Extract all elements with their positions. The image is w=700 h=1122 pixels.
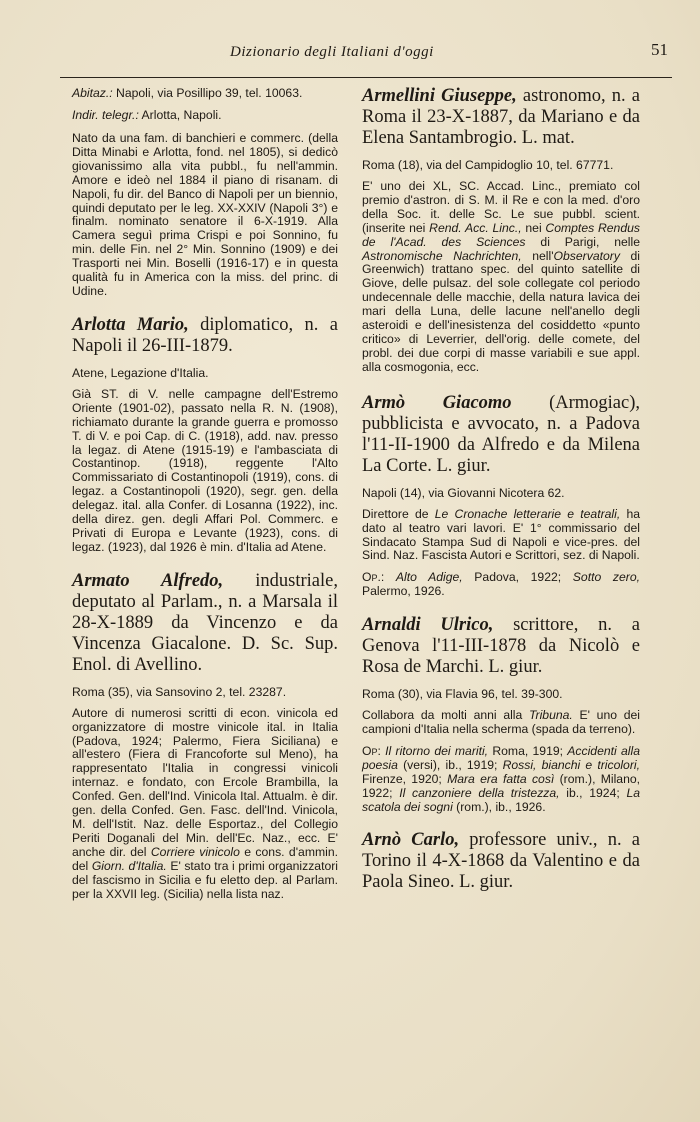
entry-heading-rest: industriale, deputato al Parlam., n. a Marsala il 28-X-1889 da Vincenzo e da Vincenza Giacalone. D. Sc. Sup. Enol. di Avellino. xyxy=(72,570,338,675)
entry-heading xyxy=(72,571,338,676)
works-label: Op: xyxy=(362,743,381,758)
left-column xyxy=(72,86,338,915)
works-text: Firenze, 1920; xyxy=(362,771,448,786)
work-title: Rossi, bianchi e tricolori, xyxy=(502,757,640,772)
entry-heading-rest: diplomatico, n. a Napoli il 26-III-1879. xyxy=(72,314,338,356)
body-text: Collabora da molti anni alla xyxy=(362,708,529,723)
body-italic: Le Cronache letterarie e teatrali, xyxy=(434,506,621,521)
body-text: e cons. d'ammin. del xyxy=(72,844,338,873)
work-title: Il canzoniere della tristezza, xyxy=(399,785,560,800)
body-italic: Observatory xyxy=(553,248,620,263)
body-text: E' uno dei XL, SC. Accad. Linc., premiato col premio d'astron. di S. M. il Re e con la med. d'oro della Soc. it. delle Sc. Le sue pubbl. scient. (inserite nei xyxy=(362,179,640,235)
works-text: (rom.), ib., 1926. xyxy=(452,799,546,814)
entry-name: Armato Alfredo, xyxy=(72,570,224,591)
body-italic: Corriere vinicolo xyxy=(150,844,240,859)
entry-address: Roma (35), via Sansovino 2, tel. 23287. xyxy=(72,684,287,699)
work-title: Mara era fatta così xyxy=(447,771,555,786)
indir-text: Arlotta, Napoli. xyxy=(138,108,222,122)
entry-address xyxy=(72,86,338,100)
entry-works xyxy=(362,571,640,599)
works-text: Roma, 1919; xyxy=(488,743,568,758)
body-text: Autore di numerosi scritti di econ. vinicola ed organizzatore di mostre vinicole ital. in Italia (Padova, 1924; Palermo, Fiera Siciliana) e all'estero (Fiera di Francoforte sul Meno), ha rappresentato l'Italia in congressi vinicoli internaz. e fondato, con Ercole Brambilla, la Confed. Gen. dell'Ind. Vinicola Ital. Attualm. è dir. gen. della Confed. Gen. Fasc. dell'Ind. Vinicola, M. dell'Istit. Naz. delle Esportaz., del Collegio Periti Doganali del Min. dell'Ec. Naz., ecc. E' anche dir. del xyxy=(72,705,338,859)
body-italic: Tribuna. xyxy=(529,708,573,723)
entry-arlotta-mario xyxy=(72,315,338,555)
work-title: Il ritorno dei mariti, xyxy=(385,743,489,758)
entry-body xyxy=(72,707,338,902)
body-text: di Parigi, nelle xyxy=(525,234,640,249)
entry-address: Roma (18), via del Campidoglio 10, tel. 67771. xyxy=(362,158,614,172)
works-text: Palermo, 1926. xyxy=(362,584,445,599)
indir-label: Indir. telegr.: xyxy=(72,108,139,122)
entry-heading xyxy=(362,615,640,678)
body-text: nei xyxy=(521,220,546,235)
entry-address: Atene, Legazione d'Italia. xyxy=(72,365,209,380)
entry-heading-rest: astronomo, n. a Roma il 23-X-1887, da Mariano e da Elena Santambrogio. L. mat. xyxy=(362,86,641,148)
entry-armo-giacomo xyxy=(362,393,640,599)
page-number: 51 xyxy=(651,40,668,59)
body-italic: Rend. Acc. Linc., xyxy=(429,220,522,235)
entry-armellini-giuseppe xyxy=(362,86,640,375)
entry-arlotta-continued xyxy=(72,86,338,299)
works-label: Op.: xyxy=(362,570,385,585)
work-title: Sotto zero, xyxy=(572,570,640,585)
entry-body: Già ST. di V. nelle campagne dell'Estremo Oriente (1901-02), passato nella R. N. (1908), richiamato durante la grande guerra e promosso T. di V. e poi Cap. di C. (1918), add. nav. presso la legaz. di Atene (1915-19) e l'ambasciata di Costantinop. (1918), reggente l'Alto Commissariato di Costantinopoli (1919), cons. di legaz. a Costantinopoli (1920), segr. gen. della delegaz. ital. alla Confer. di Losanna (1922), inc. della direz. gen. degli Affari Pol. Commerc. e Privati di Europa e Levante (1923), cons. di legaz. (1923), dal 1926 è min. d'Italia ad Atene. xyxy=(72,386,338,554)
entry-armato-alfredo xyxy=(72,571,338,902)
body-text: nell' xyxy=(521,248,554,263)
entry-heading xyxy=(362,86,640,149)
entry-body: Nato da una fam. di banchieri e commerc. (della Ditta Minabi e Arlotta, fond. nel 1805), si dedicò giovanissimo alla vita pubbl., fu nell'ammin. Amore e ideò nel 1884 il piano di risanam. di Napoli, fu dir. del Banco di Napoli per un biennio, quindi deputato per le leg. XX-XXIV (Napoli 3°) e finalm. nominato senatore il 6-X-1919. Alla Camera seguì prima Crispi e poi Sonnino, fu min. delle Fin. nel 2° Min. Sonnino (1909) e dei Trasporti nei Min. Boselli (1916-17) e in questa qualità fu in America con la miss. del princ. di Udine. xyxy=(72,131,338,298)
entry-heading-rest: professore univ., n. a Torino il 4-X-1868 da Valentino e da Paola Sineo. L. giur. xyxy=(362,830,640,893)
entry-arno-carlo xyxy=(362,830,640,893)
works-text: (rom.), Milano, 1922; xyxy=(362,771,641,800)
work-title: Alto Adige, xyxy=(395,570,463,585)
entry-body xyxy=(362,180,640,375)
entry-heading-rest: (Armogiac), pubblicista e avvocato, n. a Padova l'11-II-1900 da Alfredo e da Milena La Corte. L. giur. xyxy=(362,392,641,476)
right-column xyxy=(362,86,640,907)
entry-arnaldi-ulrico xyxy=(362,615,640,814)
entry-address: Napoli (14), via Giovanni Nicotera 62. xyxy=(362,485,565,500)
entry-works xyxy=(362,745,640,815)
works-text: (versi), ib., 1919; xyxy=(397,757,503,772)
abitaz-text: Napoli, via Posillipo 39, tel. 10063. xyxy=(112,86,303,100)
work-title: La scatola dei sogni xyxy=(362,785,640,814)
entry-name: Armellini Giuseppe, xyxy=(362,86,517,106)
page-header xyxy=(60,38,672,78)
entry-heading xyxy=(362,830,640,893)
works-text: Padova, 1922; xyxy=(462,570,573,585)
body-text: E' uno dei campioni d'Italia nella scherma (spada da terreno). xyxy=(362,708,640,737)
body-text: Direttore de xyxy=(362,506,435,521)
entry-heading xyxy=(72,315,338,357)
entry-name: Arnaldi Ulrico, xyxy=(362,615,494,636)
entry-address: Roma (30), via Flavia 96, tel. 39-300. xyxy=(362,687,563,702)
body-italic: Giorn. d'Italia. xyxy=(91,858,167,873)
body-italic: Comptes Rendus de l'Acad. des Sciences xyxy=(362,220,640,249)
works-text: ib., 1924; xyxy=(559,785,627,800)
body-text: ha dato al teatro vari lavori. E' 1° commissario del Sindacato Stampa Sud di Napoli e vice-pres. del Sind. Naz. Fascista Autori e Scrittori, sez. di Napoli. xyxy=(362,506,641,563)
entry-heading xyxy=(362,393,640,477)
entry-body xyxy=(362,508,640,564)
work-title: Accidenti alla poesia xyxy=(362,743,640,772)
abitaz-label: Abitaz.: xyxy=(72,86,113,100)
entry-heading-rest: scrittore, n. a Genova l'11-III-1878 da Nicolò e Rosa de Marchi. L. giur. xyxy=(362,615,640,678)
body-text: di Greenwich) trattano spec. del quinto satellite di Giove, delle pulsaz. del sole collegate col periodo undecennale delle macchie, della natura lavica dei mari della Luna, delle lacune nell'anello degli asteroidi e dell'inesistenza del cosiddetto «punto critico» di Leverrier, dell'orig. delle comete, del probl. dei due corpi di masse variabili e sue appl. alla cosmogonia, ecc. xyxy=(362,248,641,374)
entry-name: Armò Giacomo xyxy=(362,392,512,413)
entry-telegram xyxy=(72,108,338,122)
body-text: E' stato tra i primi organizzatori del fascismo in Sicilia e fu eletto dep. al Parlam. per la XXVII leg. (Sicilia) nella lista naz. xyxy=(72,858,338,901)
entry-name: Arlotta Mario, xyxy=(72,314,189,335)
body-italic: Astronomische Nachrichten, xyxy=(362,248,522,263)
running-title: Dizionario degli Italiani d'oggi xyxy=(230,44,434,60)
entry-name: Arnò Carlo, xyxy=(362,830,460,851)
entry-body xyxy=(362,709,640,737)
